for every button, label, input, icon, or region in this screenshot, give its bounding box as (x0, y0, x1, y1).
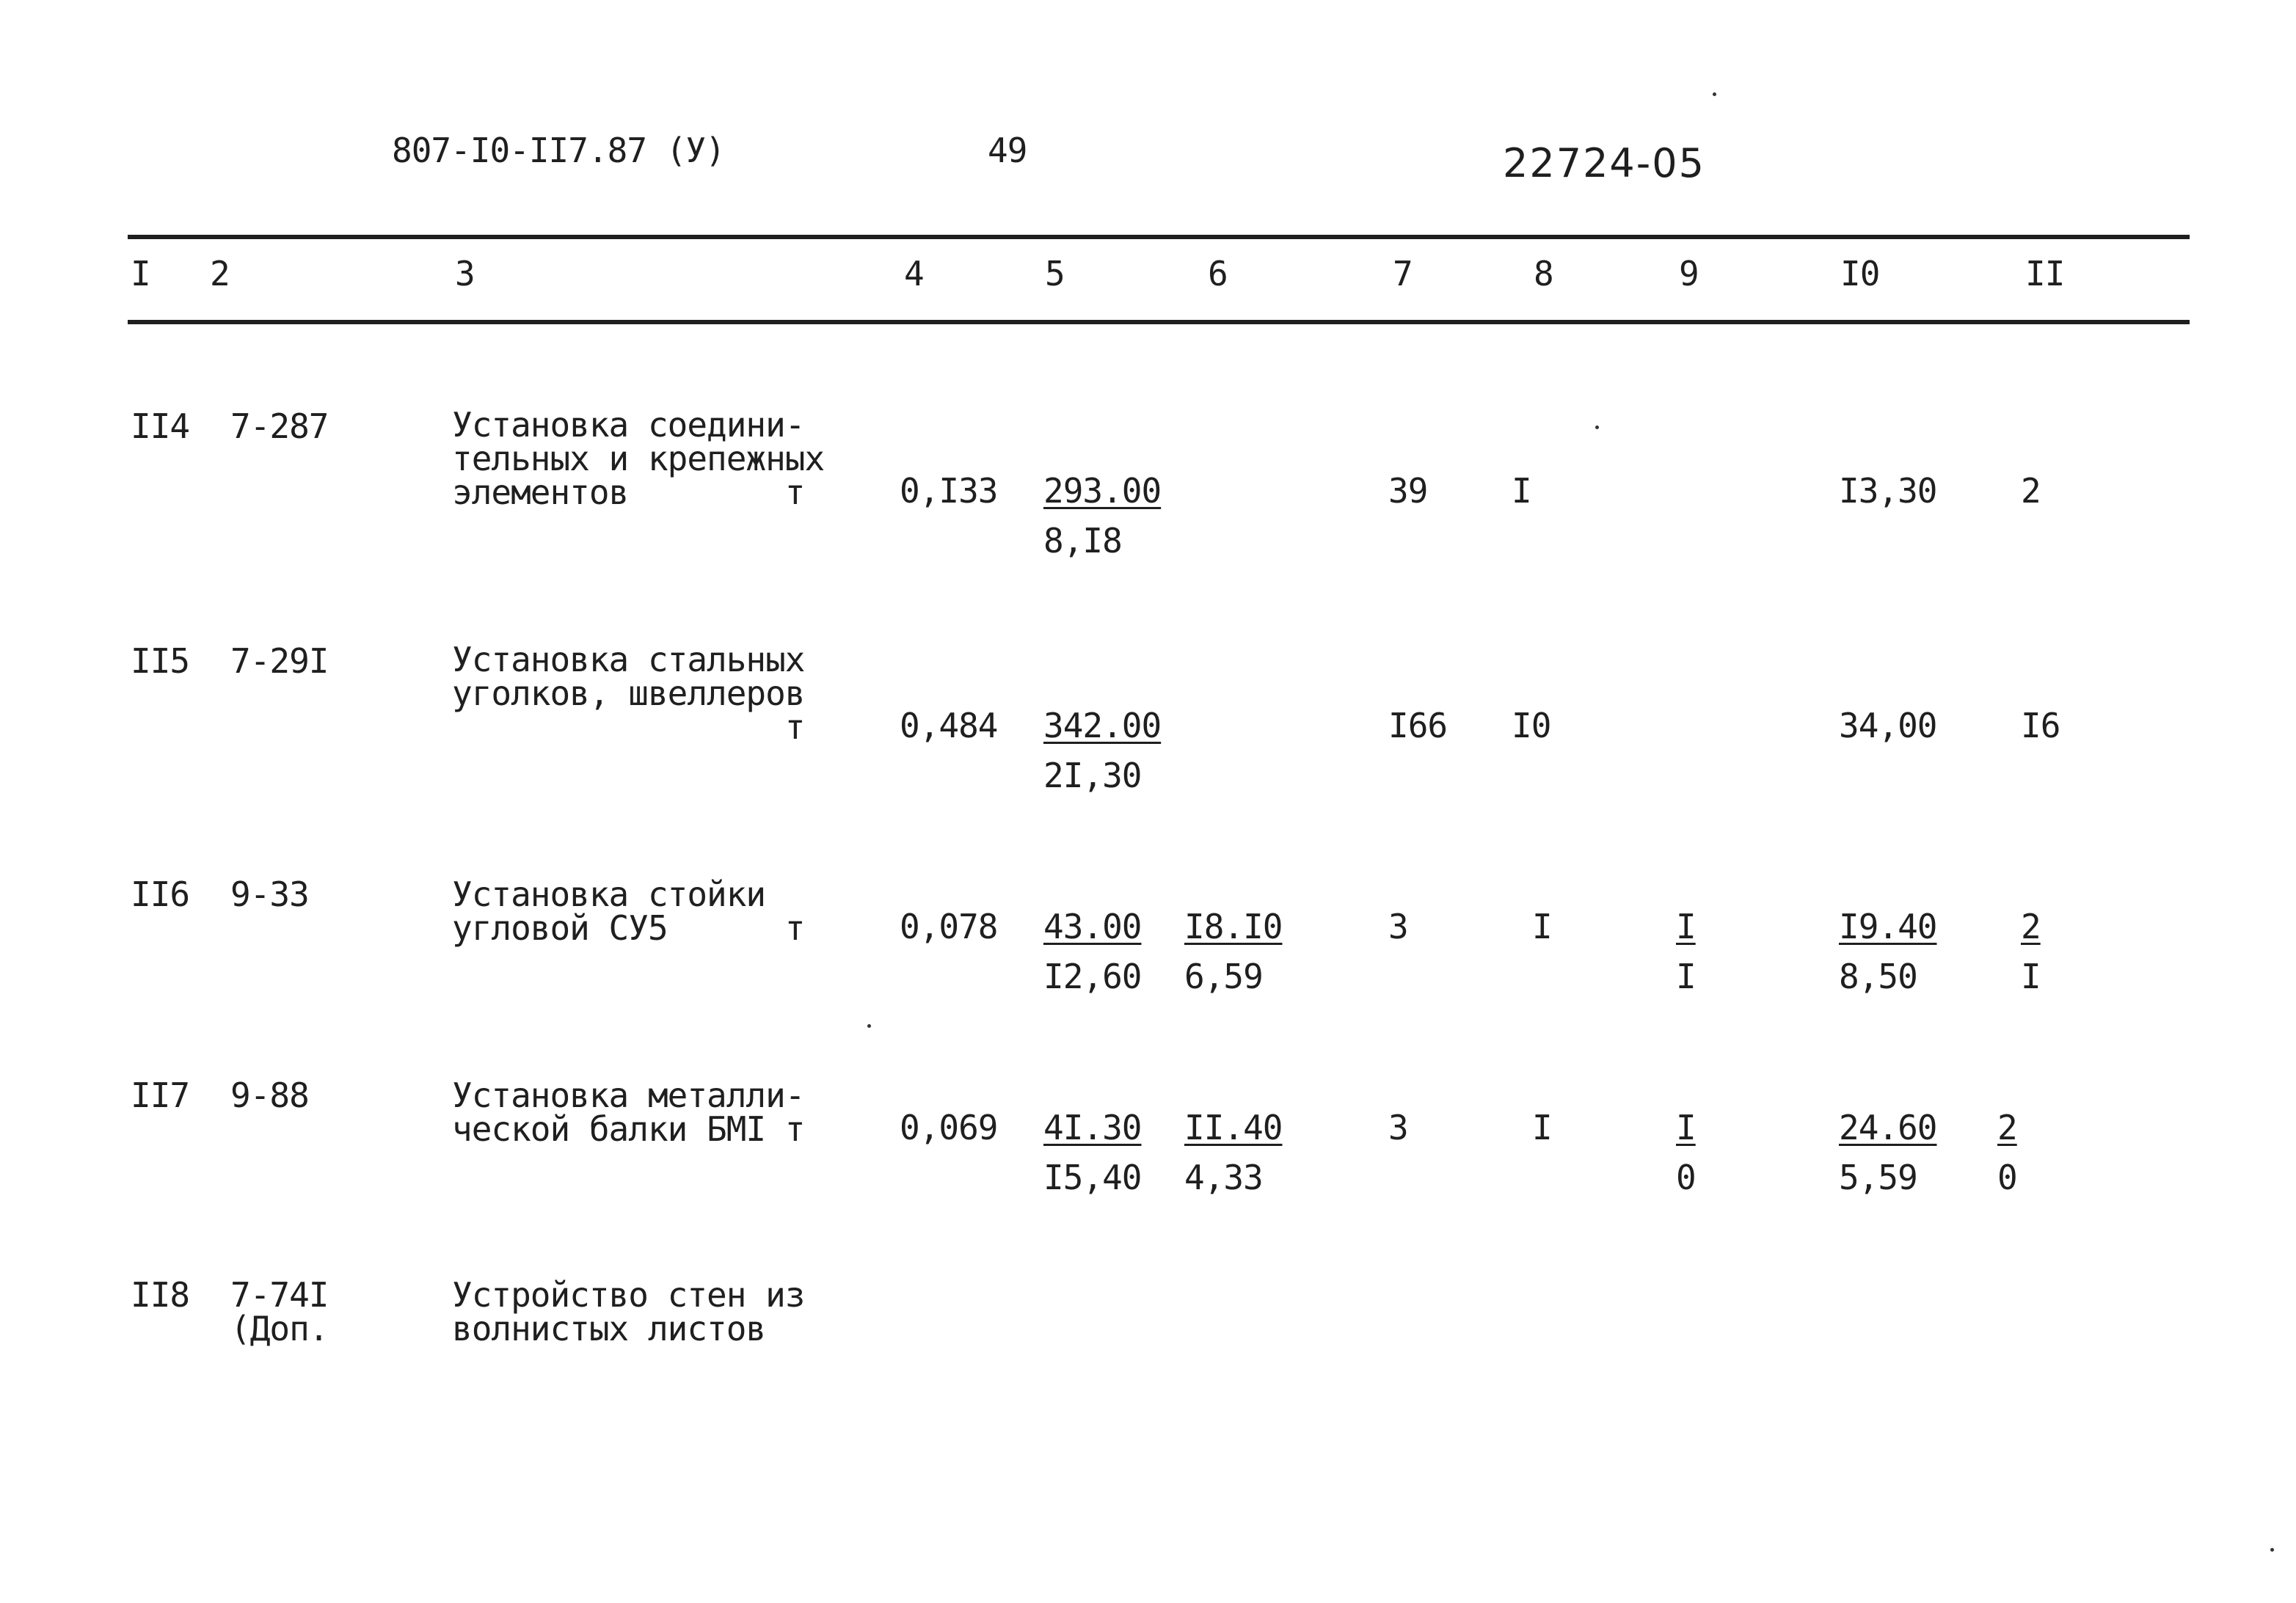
unit-cost-total: 342.00 (1043, 706, 1162, 745)
col-10-value: I3,30 (1839, 471, 1937, 511)
table-header-rule (128, 320, 2190, 324)
quantity: 0,484 (900, 706, 998, 745)
col-9-bottom: I (1676, 957, 1696, 996)
quantity: 0,I33 (900, 471, 998, 511)
col-7-value: 3 (1388, 1108, 1408, 1147)
unit-cost-wages: 8,I8 (1043, 521, 1122, 560)
work-description: Устройство стен из волнистых листов (452, 1275, 805, 1348)
col-9-bottom: 0 (1676, 1158, 1696, 1197)
col-7-value: I66 (1388, 706, 1448, 745)
column-header: II (2025, 254, 2065, 293)
work-description: Установка соедини- тельных и крепежных элементов т (452, 405, 825, 512)
col-9-top: I (1676, 907, 1696, 946)
work-description: Установка стойки угловой СУ5 т (452, 874, 805, 948)
machine-cost-wages: 6,59 (1184, 957, 1263, 996)
work-description: Установка металли- ческой балки БМI т (452, 1076, 805, 1149)
col-8-value: I (1512, 471, 1531, 511)
column-header: I0 (1840, 254, 1880, 293)
col-11-value: I6 (2021, 706, 2060, 745)
col-10-value: 34,00 (1839, 706, 1937, 745)
scan-speck (1595, 426, 1599, 429)
row-number: II8 (131, 1275, 190, 1315)
col-9-top: I (1676, 1108, 1696, 1147)
machine-cost-wages: 4,33 (1184, 1158, 1263, 1197)
col-11-top: 2 (1997, 1108, 2017, 1147)
row-number: II5 (131, 641, 190, 681)
row-number: II6 (131, 874, 190, 914)
col-11-top: 2 (2021, 907, 2041, 946)
rate-code: 7-29I (230, 641, 329, 681)
machine-cost-total: II.40 (1184, 1108, 1283, 1147)
scan-speck (1713, 92, 1716, 96)
machine-cost-total: I8.I0 (1184, 907, 1283, 946)
unit-cost-total: 4I.30 (1043, 1108, 1142, 1147)
scan-speck (867, 1024, 871, 1028)
unit-cost-wages: 2I,30 (1043, 756, 1142, 795)
row-number: II7 (131, 1076, 190, 1115)
handwritten-code: 22724-05 (1503, 140, 1705, 186)
rate-code: 9-88 (230, 1076, 309, 1115)
col-11-bottom: I (2021, 957, 2041, 996)
col-10-bottom: 5,59 (1839, 1158, 1917, 1197)
unit-cost-wages: I2,60 (1043, 957, 1142, 996)
col-7-value: 3 (1388, 907, 1408, 946)
column-header: 8 (1534, 254, 1553, 293)
column-header: I (131, 254, 150, 293)
col-10-top: 24.60 (1839, 1108, 1937, 1147)
row-number: II4 (131, 406, 190, 446)
rate-code: 7-74I (Доп. (230, 1275, 329, 1348)
column-header: 7 (1393, 254, 1413, 293)
column-header: 4 (904, 254, 924, 293)
col-10-top: I9.40 (1839, 907, 1937, 946)
col-8-value: I (1532, 1108, 1552, 1147)
col-8-value: I0 (1512, 706, 1551, 745)
quantity: 0,069 (900, 1108, 998, 1147)
scan-speck (2270, 1548, 2274, 1552)
col-11-bottom: 0 (1997, 1158, 2017, 1197)
column-header: 5 (1045, 254, 1065, 293)
unit-cost-total: 43.00 (1043, 907, 1142, 946)
col-11-value: 2 (2021, 471, 2041, 511)
rate-code: 9-33 (230, 874, 309, 914)
column-header: 2 (210, 254, 230, 293)
quantity: 0,078 (900, 907, 998, 946)
col-10-bottom: 8,50 (1839, 957, 1917, 996)
work-description: Установка стальных уголков, швеллеров т (452, 640, 805, 747)
unit-cost-wages: I5,40 (1043, 1158, 1142, 1197)
unit-cost-total: 293.00 (1043, 471, 1162, 511)
rate-code: 7-287 (230, 406, 329, 446)
document-code: 807-I0-II7.87 (У) (392, 131, 725, 170)
column-header: 3 (455, 254, 475, 293)
column-header: 6 (1208, 254, 1228, 293)
col-8-value: I (1532, 907, 1552, 946)
column-header: 9 (1679, 254, 1699, 293)
page-number: 49 (988, 131, 1027, 170)
col-7-value: 39 (1388, 471, 1428, 511)
table-top-rule (128, 235, 2190, 239)
